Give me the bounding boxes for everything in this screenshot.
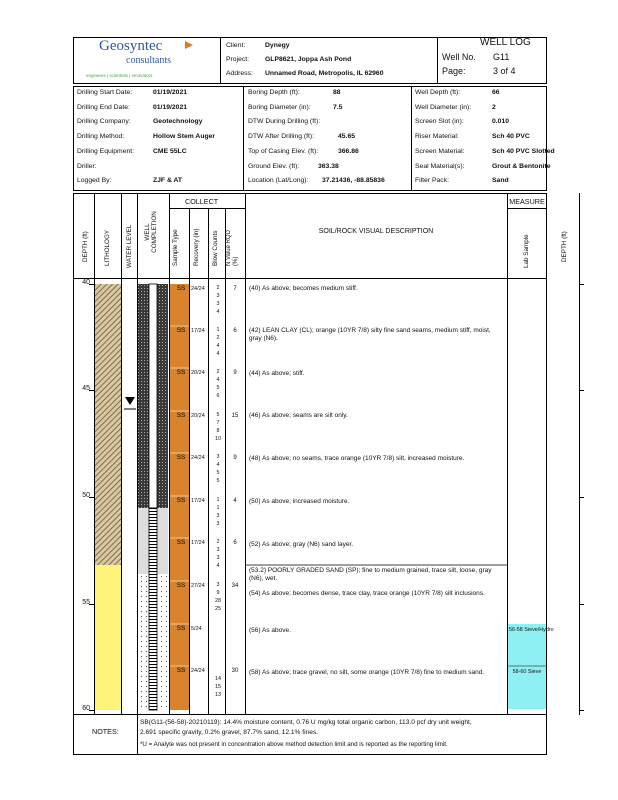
address-label: Address:	[226, 70, 253, 77]
annulus-sand-left	[138, 574, 149, 710]
blow-count: 3	[216, 454, 220, 460]
info-value: 0.010	[492, 118, 510, 125]
notes-divider	[137, 715, 138, 755]
info-value: Sch 40 PVC	[492, 133, 530, 140]
lab-sample-column-header: Lab Sample	[523, 234, 530, 268]
blow-count: 2	[216, 369, 220, 375]
well-screen	[149, 508, 157, 710]
info-label: Logged By:	[77, 177, 112, 184]
blow-count: 3	[216, 582, 220, 588]
blow-count: 1	[216, 327, 220, 333]
lithology-sand	[95, 565, 121, 710]
info-value: Sand	[492, 177, 509, 184]
info-label: Well Depth (ft):	[415, 89, 461, 96]
blow-count: 15	[215, 684, 221, 690]
info-label: Riser Material:	[415, 133, 459, 140]
info-label: Drilling Start Date:	[77, 89, 133, 96]
recovery-column-header: Recovery (in)	[193, 228, 200, 266]
description-entry: (58) As above; trace gravel, no silt, some orange (10YR 7/8) fine to medium sand.	[249, 669, 485, 676]
description-entry: (56) As above.	[249, 627, 291, 634]
info-value: 366.86	[338, 148, 359, 155]
blow-count: 7	[216, 420, 220, 426]
info-label: Seal Material(s):	[415, 163, 465, 170]
recovery-value: 5/24	[191, 626, 202, 632]
info-label: Filter Pack:	[415, 177, 449, 184]
depth-right-column-header: DEPTH (ft)	[561, 231, 568, 262]
measure-header: MEASURE	[509, 197, 545, 206]
info-value: 37.21436, -88.85836	[322, 177, 385, 184]
info-label: Screen Material:	[415, 148, 465, 155]
info-value: 7.5	[333, 104, 343, 111]
info-value: Geotechnology	[153, 118, 203, 125]
blow-count: 2	[216, 539, 220, 545]
blow-count: 10	[215, 436, 221, 442]
recovery-value: 17/24	[191, 328, 205, 334]
info-value: 66	[492, 89, 500, 96]
depth-label: 55	[82, 599, 90, 606]
project-value: GLP8621, Joppa Ash Pond	[265, 56, 352, 63]
info-label: Boring Diameter (in):	[248, 104, 311, 111]
blow-count: 3	[216, 293, 220, 299]
blow-count: 5	[216, 385, 220, 391]
annulus-grout-left	[138, 284, 149, 508]
n-value: 9	[233, 370, 237, 376]
description-entry: (48) As above; no seams, trace orange (10YR 7/8) silt, increased moisture.	[249, 455, 465, 462]
lab-sample-label: 56-58 Sieve/Hydro	[509, 627, 554, 633]
blow-count: 14	[215, 676, 221, 682]
blow-count: 1	[216, 505, 220, 511]
collect-header: COLLECT	[185, 197, 219, 206]
blow-count: 3	[216, 555, 220, 561]
blow-count: 13	[215, 692, 221, 698]
client-label: Client:	[226, 42, 246, 49]
depth-tick	[89, 604, 94, 605]
blow-count: 3	[216, 513, 220, 519]
notes-line: 2.691 specific gravity, 0.2% gravel, 87.7% sand, 12.1% fines.	[140, 729, 319, 736]
info-value: Hollow Stem Auger	[153, 133, 216, 140]
lithology-clay	[95, 284, 121, 565]
info-label: Driller:	[77, 163, 97, 170]
n-value: 6	[233, 540, 237, 546]
info-value: 88	[333, 89, 341, 96]
recovery-value: 20/24	[191, 413, 205, 419]
description-entry: (52) As above; gray (N6) sand layer.	[249, 541, 354, 548]
info-label: Top of Casing Elev. (ft):	[248, 148, 319, 155]
n-value: 4	[233, 498, 237, 504]
depth-tick-right	[579, 284, 584, 285]
well-log-title: WELL LOG	[480, 37, 531, 48]
info-label: Drilling Equipment:	[77, 148, 135, 155]
depth-tick-right	[579, 390, 584, 391]
n-value: 7	[233, 286, 237, 292]
annulus-grout-right	[157, 284, 168, 508]
blow-count: 9	[216, 590, 220, 596]
recovery-value: 24/24	[191, 455, 205, 461]
depth-label: 50	[82, 492, 90, 499]
description-entry: (50) As above; increased moisture.	[249, 498, 350, 505]
recovery-value: 17/24	[191, 540, 205, 546]
client-value: Dynegy	[265, 42, 290, 49]
description-entry: (40) As above; becomes medium stiff.	[249, 285, 358, 292]
blow-count: 3	[216, 521, 220, 527]
info-value: ZJF & AT	[153, 177, 183, 184]
sample-type: SS	[176, 327, 186, 334]
water-level-column-header: WATER LEVEL	[126, 224, 133, 268]
blow-count: 4	[216, 563, 220, 569]
info-value: 363.38	[318, 163, 339, 170]
recovery-value: 20/24	[191, 370, 205, 376]
blow-count: 8	[216, 428, 220, 434]
info-label: Screen Slot (in):	[415, 118, 464, 125]
depth-tick	[89, 390, 94, 391]
info-value: Sch 40 PVC Slotted	[492, 148, 555, 155]
info-value: Grout & Bentonite	[492, 163, 551, 170]
blow-count: 2	[216, 335, 220, 341]
depth-tick-right	[579, 497, 584, 498]
sample-type: SS	[176, 667, 186, 674]
blow-count: 6	[216, 393, 220, 399]
recovery-value: 24/24	[191, 668, 205, 674]
water-level-marker-icon	[125, 397, 135, 405]
info-label: Boring Depth (ft):	[248, 89, 300, 96]
info-label: DTW During Drilling (ft):	[248, 118, 321, 125]
lithology-column-header: LITHOLOGY	[104, 229, 111, 266]
info-label: DTW After Drilling (ft):	[248, 133, 315, 140]
info-value: 01/19/2021	[153, 89, 188, 96]
blow-count: 4	[216, 462, 220, 468]
recovery-value: 27/24	[191, 583, 205, 589]
depth-tick-right	[579, 604, 584, 605]
recovery-value: 24/24	[191, 286, 205, 292]
lab-sample-label: 58-60 Sieve	[512, 669, 542, 675]
info-value: 2	[492, 104, 496, 111]
info-label: Ground Elev. (ft):	[248, 163, 300, 170]
blow-count: 5	[216, 470, 220, 476]
info-value: CME 55LC	[153, 148, 187, 155]
well-no-value: G11	[493, 52, 510, 62]
notes-line: *U = Analyte was not present in concentration above method detection limit and is reported as the reporting limit.	[140, 741, 448, 748]
info-label: Drilling Method:	[77, 133, 125, 140]
blow-count: 28	[215, 598, 221, 604]
description-column-header: SOIL/ROCK VISUAL DESCRIPTION	[318, 228, 434, 235]
description-entry: (54) As above; becomes dense, trace clay, trace orange (10YR 7/8) silt inclusions.	[249, 590, 485, 597]
blow-count: 5	[216, 412, 220, 418]
logo-main: Geosyntec	[99, 38, 163, 54]
blow-count: 25	[215, 606, 221, 612]
annulus-bentonite-left	[138, 508, 149, 574]
annulus-sand-right	[157, 574, 168, 710]
depth-label: 40	[82, 279, 90, 286]
n-value-label: N Value RQD (%)	[226, 230, 239, 266]
sample-type: SS	[176, 539, 186, 546]
n-value: 9	[233, 455, 237, 461]
address-value: Unnamed Road, Metropolis, IL 62960	[265, 70, 384, 77]
blow-count: 1	[216, 497, 220, 503]
info-value: 01/19/2021	[153, 104, 188, 111]
n-value: 15	[231, 413, 239, 419]
notes-line: SB(G11-(56-58)-20210119): 14.4% moisture content, 0.76 U mg/kg total organic carbon, 113.0 pcf dry unit weight,	[140, 719, 472, 726]
sample-type: SS	[176, 454, 186, 461]
depth-tick	[89, 710, 94, 711]
blow-count: 4	[216, 351, 220, 357]
notes-label: NOTES:	[92, 727, 119, 736]
blow-counts-column-header: Blow Counts	[212, 230, 219, 266]
page-value: 3 of 4	[493, 66, 516, 76]
info-value: 45.65	[338, 133, 356, 140]
info-label: Location (Lat/Long):	[248, 177, 309, 184]
blow-count: 2	[216, 285, 220, 291]
blow-count: 5	[216, 478, 220, 484]
recovery-value: 17/24	[191, 498, 205, 504]
n-value: 34	[231, 583, 239, 589]
description-entry: (42) LEAN CLAY (CL); orange (10YR 7/8) silty fine sand seams, medium stiff, moist, gray (N6).	[249, 327, 491, 342]
sample-type: SS	[176, 497, 186, 504]
sample-type: SS	[176, 369, 186, 376]
info-label: Drilling Company:	[77, 118, 131, 125]
depth-label: 45	[82, 385, 90, 392]
depth-tick	[89, 497, 94, 498]
well-riser	[149, 284, 157, 508]
logo-tagline: engineers | scientists | innovators	[86, 73, 153, 78]
sample-type: SS	[176, 285, 186, 292]
depth-label: 60	[82, 705, 90, 712]
sample-type: SS	[176, 582, 186, 589]
info-label: Drilling End Date:	[77, 104, 130, 111]
sample-type: SS	[176, 625, 186, 632]
info-label: Well Diameter (in):	[415, 104, 472, 111]
blow-count: 3	[216, 547, 220, 553]
logo-sub: consultants	[126, 55, 171, 66]
blow-count: 4	[216, 377, 220, 383]
blow-count: 4	[216, 309, 220, 315]
description-entry: (53.2) POORLY GRADED SAND (SP); fine to medium grained, trace silt, loose, gray (N6), wet.	[249, 567, 492, 582]
page-label: Page:	[442, 66, 466, 76]
well-completion-label: WELL COMPLETION	[144, 211, 158, 253]
depth-tick	[89, 284, 94, 285]
blow-count: 3	[216, 301, 220, 307]
sample-type: SS	[176, 412, 186, 419]
blow-count: 4	[216, 343, 220, 349]
project-label: Project:	[226, 56, 250, 63]
description-entry: (46) As above; seams are silt only.	[249, 412, 348, 419]
well-no-label: Well No.	[442, 52, 476, 62]
n-value: 6	[233, 328, 237, 334]
n-value: 30	[231, 668, 239, 674]
description-entry: (44) As above; stiff.	[249, 370, 305, 377]
sample-type-column-header: Sample Type	[172, 229, 179, 266]
annulus-bentonite-right	[157, 508, 168, 574]
depth-column-header: DEPTH (ft)	[82, 231, 89, 262]
depth-tick-right	[579, 710, 584, 711]
